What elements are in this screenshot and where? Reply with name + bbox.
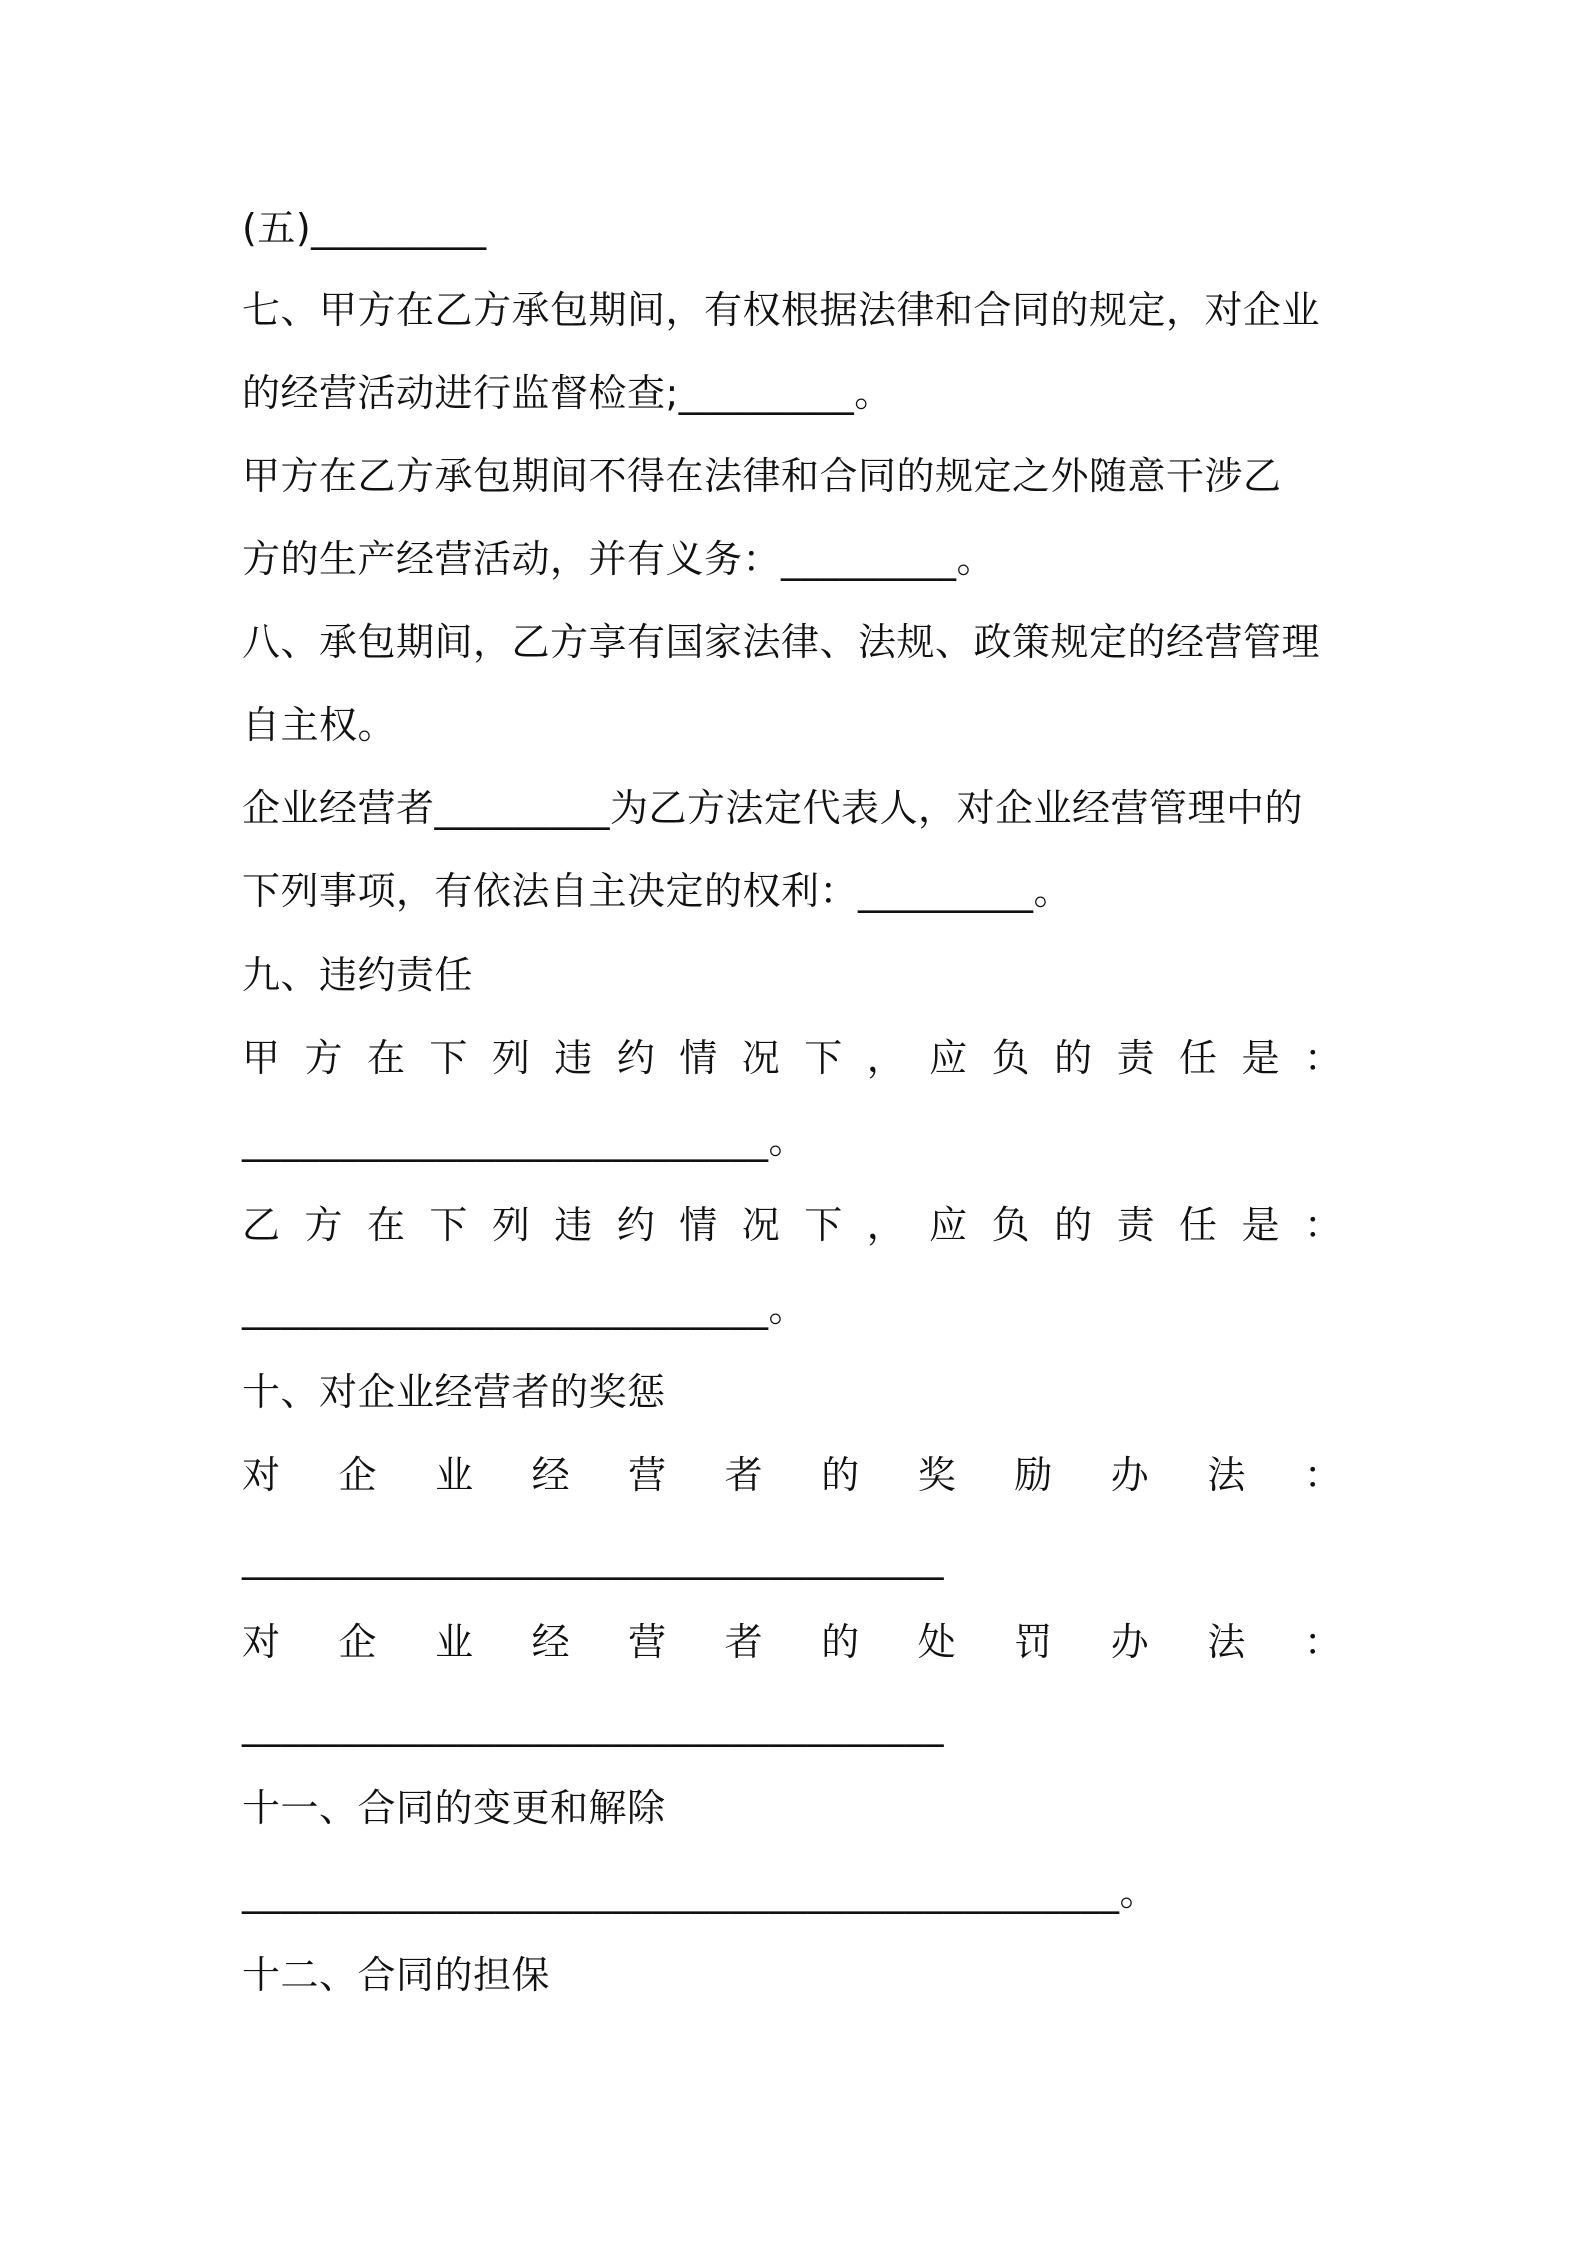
char: 应 bbox=[929, 1036, 968, 1080]
char: ， bbox=[866, 1036, 905, 1080]
clause-8-line-3: 企业经营者_________为乙方法定代表人，对企业经营管理中的 bbox=[242, 786, 1304, 830]
party-b-liability-blank: ___________________________。 bbox=[242, 1286, 808, 1330]
clause-11-heading: 十一、合同的变更和解除 bbox=[242, 1786, 666, 1830]
clause-7-line-3: 甲方在乙方承包期间不得在法律和合同的规定之外随意干涉乙 bbox=[242, 454, 1282, 498]
char: 罚 bbox=[1014, 1620, 1053, 1664]
char: 对 bbox=[242, 1453, 281, 1497]
clause-12-heading: 十二、合同的担保 bbox=[242, 1953, 551, 1997]
clause-7-line-1: 七、甲方在乙方承包期间，有权根据法律和合同的规定，对企业 bbox=[242, 288, 1321, 332]
char: 乙 bbox=[242, 1203, 281, 1247]
char: 对 bbox=[242, 1620, 281, 1664]
char: 任 bbox=[1179, 1036, 1218, 1080]
char: 奖 bbox=[917, 1453, 956, 1497]
char: 方 bbox=[304, 1203, 343, 1247]
clause-8-line-2: 自主权。 bbox=[242, 703, 397, 747]
char: 励 bbox=[1014, 1453, 1053, 1497]
clause-6-item-5: (五)_________ bbox=[242, 206, 487, 250]
char: 负 bbox=[991, 1203, 1030, 1247]
char: 下 bbox=[429, 1203, 468, 1247]
char: 者 bbox=[724, 1620, 763, 1664]
char: 下 bbox=[804, 1203, 843, 1247]
char: 负 bbox=[991, 1036, 1030, 1080]
char: 企 bbox=[338, 1620, 377, 1664]
char: 列 bbox=[491, 1036, 530, 1080]
char: 企 bbox=[338, 1453, 377, 1497]
char: 是 bbox=[1241, 1036, 1280, 1080]
reward-method-label bbox=[242, 1450, 1342, 1500]
penalty-method-blank: ____________________________________ bbox=[242, 1703, 944, 1747]
clause-9-heading: 九、违约责任 bbox=[242, 953, 474, 997]
char: 经 bbox=[531, 1620, 570, 1664]
char: 办 bbox=[1110, 1453, 1149, 1497]
penalty-method-label bbox=[242, 1617, 1342, 1667]
char: 业 bbox=[435, 1620, 474, 1664]
char: 况 bbox=[741, 1203, 780, 1247]
party-a-liability-label bbox=[242, 1033, 1342, 1083]
char: 办 bbox=[1110, 1620, 1149, 1664]
char: 任 bbox=[1179, 1203, 1218, 1247]
char: ： bbox=[1303, 1453, 1342, 1497]
char: 下 bbox=[429, 1036, 468, 1080]
char: 下 bbox=[804, 1036, 843, 1080]
char: 的 bbox=[1054, 1203, 1093, 1247]
char: 约 bbox=[616, 1203, 655, 1247]
char: 责 bbox=[1116, 1203, 1155, 1247]
char: 责 bbox=[1116, 1036, 1155, 1080]
char: 应 bbox=[929, 1203, 968, 1247]
clause-8-line-1: 八、承包期间，乙方享有国家法律、法规、政策规定的经营管理 bbox=[242, 620, 1321, 664]
char: 业 bbox=[435, 1453, 474, 1497]
char: 法 bbox=[1207, 1620, 1246, 1664]
char: 甲 bbox=[242, 1036, 281, 1080]
char: 的 bbox=[1054, 1036, 1093, 1080]
char: 约 bbox=[616, 1036, 655, 1080]
char: 方 bbox=[304, 1036, 343, 1080]
char: 违 bbox=[554, 1203, 593, 1247]
char: 是 bbox=[1241, 1203, 1280, 1247]
char: ： bbox=[1303, 1036, 1342, 1080]
clause-7-line-4: 方的生产经营活动，并有义务：_________。 bbox=[242, 537, 996, 581]
char: 营 bbox=[628, 1453, 667, 1497]
clause-11-blank: _____________________________________________。 bbox=[242, 1870, 1159, 1914]
char: 的 bbox=[821, 1453, 860, 1497]
char: 违 bbox=[554, 1036, 593, 1080]
char: ， bbox=[866, 1203, 905, 1247]
char: 处 bbox=[917, 1620, 956, 1664]
char: 在 bbox=[366, 1203, 405, 1247]
char: 法 bbox=[1207, 1453, 1246, 1497]
char: 的 bbox=[821, 1620, 860, 1664]
char: 者 bbox=[724, 1453, 763, 1497]
char: ： bbox=[1303, 1203, 1342, 1247]
char: 列 bbox=[491, 1203, 530, 1247]
char: 经 bbox=[531, 1453, 570, 1497]
char: 情 bbox=[679, 1203, 718, 1247]
clause-7-line-2: 的经营活动进行监督检查;_________。 bbox=[242, 371, 893, 415]
char: 营 bbox=[628, 1620, 667, 1664]
clause-10-heading: 十、对企业经营者的奖惩 bbox=[242, 1370, 666, 1414]
char: 情 bbox=[679, 1036, 718, 1080]
clause-8-line-4: 下列事项，有依法自主决定的权利：_________。 bbox=[242, 869, 1073, 913]
char: 况 bbox=[741, 1036, 780, 1080]
reward-method-blank: ____________________________________ bbox=[242, 1536, 944, 1580]
party-b-liability-label bbox=[242, 1200, 1342, 1250]
char: ： bbox=[1303, 1620, 1342, 1664]
char: 在 bbox=[366, 1036, 405, 1080]
party-a-liability-blank: ___________________________。 bbox=[242, 1118, 808, 1162]
